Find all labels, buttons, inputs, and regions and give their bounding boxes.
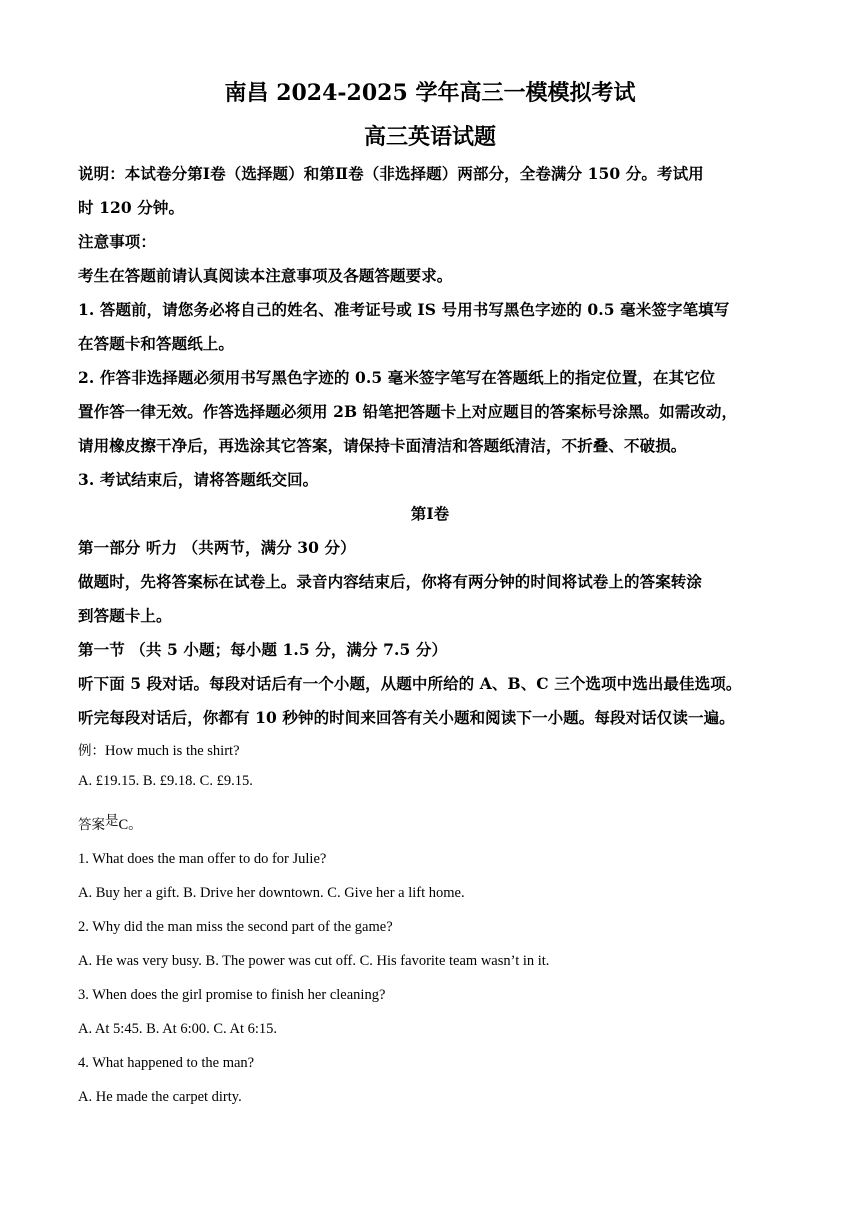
part-1-desc-line-1: 做题时，先将答案标在试卷上。录音内容结束后，你将有两分钟的时间将试卷上的答案转涂 bbox=[78, 572, 703, 591]
part-1-desc-line-2: 到答题卡上。 bbox=[78, 606, 172, 625]
instruction-item-2-line-1: 2. 作答非选择题必须用书写黑色字迹的 0.5 毫米签字笔写在答题纸上的指定位置，在其它位 bbox=[78, 368, 716, 387]
exam-title: 南昌 2024-2025 学年高三一模模拟考试 bbox=[224, 80, 636, 106]
attention-title: 注意事项： bbox=[78, 232, 157, 251]
instruction-item-2-line-3: 请用橡皮擦干净后，再选涂其它答案，请保持卡面清洁和答题纸清洁，不折叠、不破损。 bbox=[78, 436, 687, 455]
question-2-options: A. He was very busy. B. The power was cut off. C. His favorite team wasn’t in it. bbox=[78, 953, 550, 969]
section-1-desc-line-1: 听下面 5 段对话。每段对话后有一个小题，从题中所给的 A、B、C 三个选项中选出最佳选项。 bbox=[78, 674, 742, 693]
question-3: 3. When does the girl promise to finish her cleaning? bbox=[78, 987, 386, 1003]
instruction-item-1-line-1: 1. 答题前，请您务必将自己的姓名、准考证号或 IS 号用书写黑色字迹的 0.5 毫米签字笔填写 bbox=[78, 300, 730, 319]
volume-title: 第Ⅰ卷 bbox=[410, 504, 450, 523]
example-label: 例： bbox=[78, 743, 105, 759]
instruction-item-3: 3. 考试结束后，请将答题纸交回。 bbox=[78, 470, 319, 489]
attention-intro: 考生在答题前请认真阅读本注意事项及各题答题要求。 bbox=[78, 266, 453, 285]
part-1-title: 第一部分 听力 （共两节，满分 30 分） bbox=[78, 538, 356, 557]
section-1-title: 第一节 （共 5 小题；每小题 1.5 分，满分 7.5 分） bbox=[78, 640, 448, 659]
answer-is: 是 bbox=[105, 813, 119, 829]
section-1-desc-line-2: 听完每段对话后，你都有 10 秒钟的时间来回答有关小题和阅读下一小题。每段对话仅读一遍。 bbox=[78, 708, 735, 727]
question-4: 4. What happened to the man? bbox=[78, 1055, 255, 1071]
note-line-2: 时 120 分钟。 bbox=[78, 198, 185, 217]
instruction-item-1-line-2: 在答题卡和答题纸上。 bbox=[78, 334, 235, 353]
answer-value: C。 bbox=[118, 817, 143, 833]
question-4-options: A. He made the carpet dirty. bbox=[78, 1089, 242, 1105]
example-options: A. £19.15. B. £9.18. C. £9.15. bbox=[78, 773, 253, 789]
example-question bbox=[78, 739, 240, 760]
answer-prefix: 答案 bbox=[78, 817, 105, 833]
exam-subtitle: 高三英语试题 bbox=[363, 124, 496, 150]
instruction-item-2-line-2: 置作答一律无效。作答选择题必须用 2B 铅笔把答题卡上对应题目的答案标号涂黑。如需改动， bbox=[78, 402, 738, 421]
example-answer bbox=[78, 813, 143, 834]
question-3-options: A. At 5:45. B. At 6:00. C. At 6:15. bbox=[78, 1021, 277, 1037]
example-question-text: How much is the shirt? bbox=[105, 743, 240, 759]
question-1: 1. What does the man offer to do for Julie? bbox=[78, 851, 327, 867]
question-1-options: A. Buy her a gift. B. Drive her downtown. C. Give her a lift home. bbox=[78, 885, 465, 901]
note-line-1: 说明：本试卷分第Ⅰ卷（选择题）和第Ⅱ卷（非选择题）两部分，全卷满分 150 分。考试用 bbox=[78, 164, 704, 183]
question-2: 2. Why did the man miss the second part of the game? bbox=[78, 919, 393, 935]
